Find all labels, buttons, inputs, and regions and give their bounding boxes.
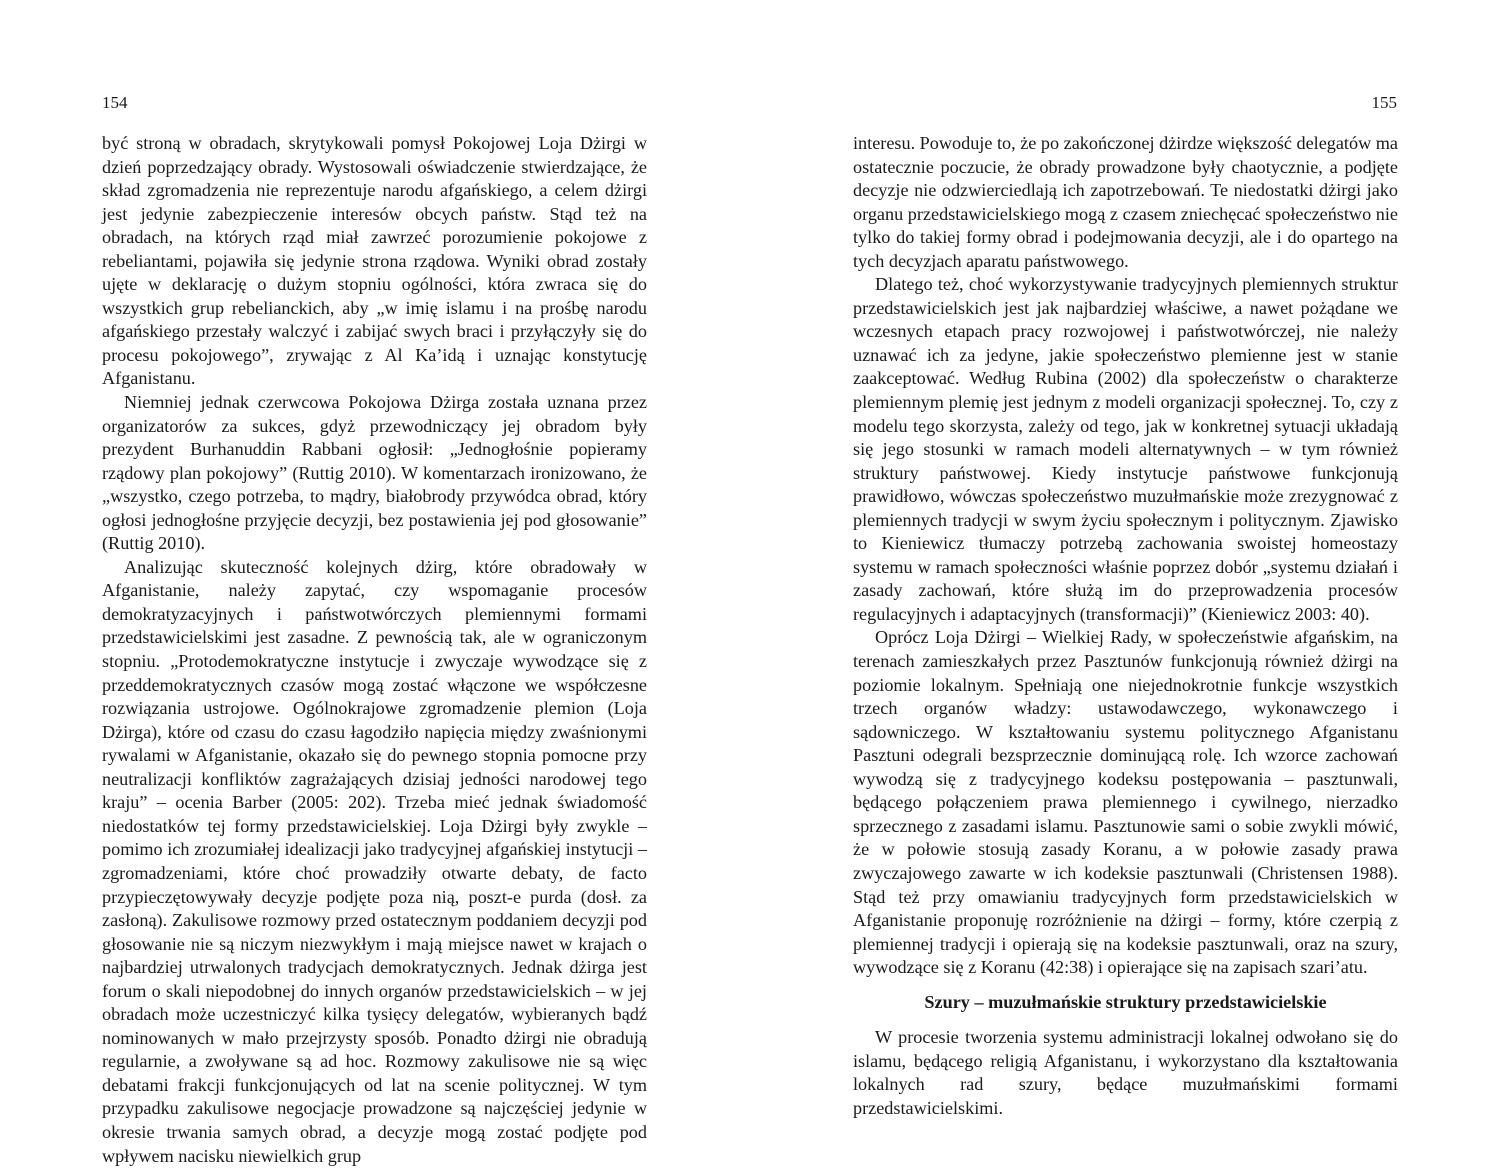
left-page (0, 0, 750, 1166)
section-heading: Szury – muzułmańskie struktury przedstawicielskie (924, 991, 1327, 1012)
page-number: 154 (102, 93, 128, 112)
page-number: 155 (1371, 93, 1397, 112)
right-page (750, 0, 1500, 1118)
paragraph: W procesie tworzenia systemu administracji lokalnej odwołano się do islamu, będącego religią Afganistanu, i wykorzystano dla kształtowania lokalnych rad szury, będące muzułmańskimi formami przedstawicielskimi. (853, 1027, 1398, 1118)
paragraph: Dlatego też, choć wykorzystywanie tradycyjnych plemiennych struktur przedstawicielskich jest jak najbardziej właściwe, a nawet pożądane we wczesnych etapach pracy rozwojowej i państwotwórczej, nie należy uznawać ich za jedyne, jakie społeczeństwo plemienne jest w stanie zaakceptować. Według Rubina (2002) dla społeczeństw o charakterze plemiennym plemię jest jednym z modeli organizacji społecznej. To, czy z modelu tego skorzysta, zależy od tego, jak w konkretnej sytuacji układają się jego stosunki w ramach modeli alternatywnych – w tym również struktury państwowej. Kiedy instytucje państwowe funkcjonują prawidłowo, wówczas społeczeństwo muzułmańskie może zrezygnować z plemiennych tradycji w swym życiu społecznym i politycznym. Zjawisko to Kieniewicz tłumaczy potrzebą zachowania swoistej homeostazy systemu w ramach społeczności właśnie poprzez dobór „systemu działań i zasady zachowań, które służą im do przeprowadzenia procesów regulacyjnych i adaptacyjnych (transformacji)” (Kieniewicz 2003: 40). (853, 274, 1398, 624)
paragraph: Analizując skuteczność kolejnych dżirg, które obradowały w Afganistanie, należy zapytać, czy wspomaganie procesów demokratyzacyjnych i państwotwórczych plemiennymi formami przedstawicielskimi jest zasadne. Z pewnością tak, ale w ograniczonym stopniu. „Protodemokratyczne instytucje i zwyczaje wywodzące się z przeddemokratycznych czasów mogą zostać włączone we współczesne rozwiązania ustrojowe. Ogólnokrajowe zgromadzenie plemion (Loja Dżirga), które od czasu do czasu łagodziło napięcia między zwaśnionymi rywalami w Afganistanie, okazało się do pewnego stopnia pomocne przy neutralizacji konfliktów zagrażających dzisiaj jedności narodowej tego kraju” – ocenia Barber (2005: 202). Trzeba mieć jednak świadomość niedostatków tej formy przedstawicielskiej. Loja Dżirgi były zwykle – pomimo ich zrozumiałej idealizacji jako tradycyjnej afgańskiej instytucji – zgromadzeniami, które choć prowadziły otwarte debaty, de facto przypieczętowywały decyzje podjęte poza nią, poszt-e purda (dosł. za zasłoną). Zakulisowe rozmowy przed ostatecznym poddaniem decyzji pod głosowanie nie są niczym niezwykłym i mają miejsce nawet w krajach o najbardziej utrwalonych tradycjach demokratycznych. Jednak dżirga jest forum o skali niepodobnej do innych organów przedstawicielskich – w jej obradach może uczestniczyć kilka tysięcy delegatów, wybieranych bądź nominowanych w mało przejrzysty sposób. Ponadto dżirgi nie obradują regularnie, a zwoływane są ad hoc. Rozmowy zakulisowe nie są więc debatami frakcji funkcjonujących od lat na scenie politycznej. W tym przypadku zakulisowe negocjacje prowadzone są najczęściej jedynie w okresie trwania samych obrad, a decyzje mogą zostać podjęte pod wpływem nacisku niewielkich grup (102, 556, 647, 1166)
paragraph: Niemniej jednak czerwcowa Pokojowa Dżirga została uznana przez organizatorów za sukces, gdyż przewodniczący jej obradom były prezydent Burhanuddin Rabbani ogłosił: „Jednogłośnie popieramy rządowy plan pokojowy” (Ruttig 2010). W komentarzach ironizowano, że „wszystko, czego potrzeba, to mądry, białobrody przywódca obrad, który ogłosi jednogłośne przyjęcie decyzji, bez postawienia jej pod głosowanie” (Ruttig 2010). (102, 392, 647, 554)
paragraph: Oprócz Loja Dżirgi – Wielkiej Rady, w społeczeństwie afgańskim, na terenach zamieszkałych przez Pasztunów funkcjonują również dżirgi na poziomie lokalnym. Spełniają one niejednokrotnie funkcje wszystkich trzech organów władzy: ustawodawczego, wykonawczego i sądowniczego. W kształtowaniu systemu politycznego Afganistanu Pasztuni odegrali bezsprzecznie dominującą rolę. Ich wzorce zachowań wywodzą się z tradycyjnego kodeksu postępowania – pasztunwali, będącego połączeniem prawa plemiennego i cywilnego, nierzadko sprzecznego z zasadami islamu. Pasztunowie sami o sobie zwykli mówić, że w połowie stosują zasady Koranu, a w połowie zasady prawa zwyczajowego zawarte w ich kodeksie pasztunwali (Christensen 1988). Stąd też przy omawianiu tradycyjnych form przedstawicielskich w Afganistanie proponuję rozróżnienie na dżirgi – formy, które czerpią z plemiennej tradycji i opierają się na kodeksie pasztunwali, oraz na szury, wywodzące się z Koranu (42:38) i opierające się na zapisach szari’atu. (853, 627, 1398, 978)
paragraph: być stroną w obradach, skrytykowali pomysł Pokojowej Loja Dżirgi w dzień poprzedzający obrady. Wystosowali oświadczenie stwierdzające, że skład zgromadzenia nie reprezentuje narodu afgańskiego, a celem dżirgi jest jedynie zabezpieczenie interesów obcych państw. Stąd też na obradach, na których rząd miał zawrzeć porozumienie pokojowe z rebeliantami, pojawiła się jedynie strona rządowa. Wyniki obrad zostały ujęte w deklarację o dużym stopniu ogólności, która zwraca się do wszystkich grup rebelianckich, aby „w imię islamu i na prośbę narodu afgańskiego przestały walczyć i zabijać swych braci i przyłączyły się do procesu pokojowego”, zrywając z Al Ka’idą i uznając konstytucję Afganistanu. (102, 133, 647, 389)
paragraph: interesu. Powoduje to, że po zakończonej dżirdze większość delegatów ma ostatecznie poczucie, że obrady prowadzone były chaotycznie, a podjęte decyzje nie odzwierciedlają ich zapotrzebowań. Te niedostatki dżirgi jako organu przedstawicielskiego mogą z czasem zniechęcać społeczeństwo nie tylko do takiej formy obrad i podejmowania decyzji, ale i do opartego na tych decyzjach aparatu państwowego. (853, 133, 1398, 271)
page-body (102, 132, 647, 1168)
page-body (853, 132, 1398, 1120)
